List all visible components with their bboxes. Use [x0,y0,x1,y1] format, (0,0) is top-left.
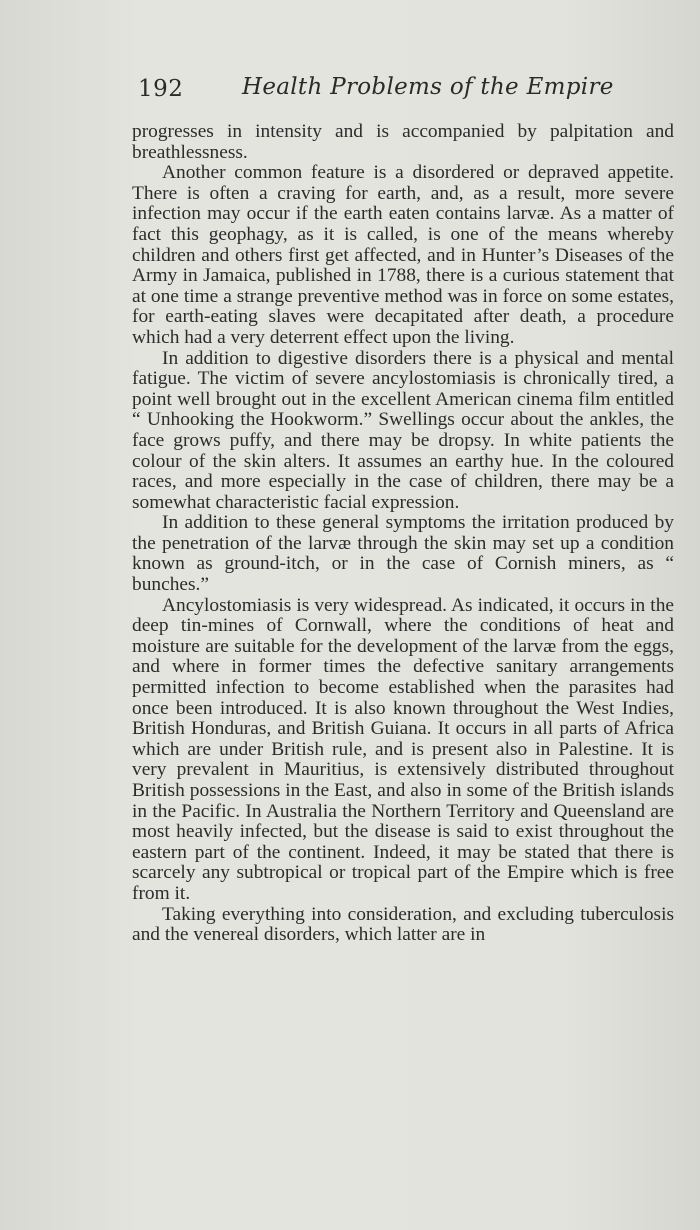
paragraph-closing: Taking everything into consideration, and excluding tuberculosis and the venereal disorders, which latter are in [132,903,674,946]
body-text [132,122,674,946]
page-header [138,74,614,114]
paragraph-continued: progresses in intensity and is accompanied by palpitation and breathlessness. [132,121,674,163]
paragraph-distribution: Ancylostomiasis is very widespread. As indicated, it occurs in the deep tin-mines of Cornwall, where the conditions of heat and moisture are suitable for the development of the larvæ from the eggs, and where in former times the defective sanitary arrangements permitted infection to become established when the parasites had once been introduced. It is also known throughout the West Indies, British Honduras, and British Guiana. It occurs in all parts of Africa which are under British rule, and is present also in Palestine. It is very prevalent in Mauritius, is extensively distributed throughout British possessions in the East, and also in some of the British islands in the Pacific. In Australia the Northern Territory and Queensland are most heavily infected, but the disease is said to exist throughout the eastern part of the continent. Indeed, it may be stated that there is scarcely any subtropical or tropical part of the Empire which is free from it. [132,594,674,904]
page-number: 192 [138,76,184,102]
paragraph-ground-itch: In addition to these general symptoms the irritation produced by the penetration of the larvæ through the skin may set up a condition known as ground-itch, or in the case of Cornish miners, as “ bunches.” [132,512,674,596]
paragraph-appetite: Another common feature is a disordered or depraved appetite. There is often a craving for earth, and, as a result, more severe infection may occur if the earth eaten contains larvæ. As a matter of fact this geophagy, as it is called, is one of the means whereby children and others first get affected, and in Hunter’s Diseases of the Army in Jamaica, published in 1788, there is a curious statement that at one time a strange preventive method was in force on some estates, for earth-eating slaves were decapitated after death, a procedure which had a very deterrent effect upon the living. [132,162,674,348]
paragraph-fatigue: In addition to digestive disorders there is a physical and mental fatigue. The victim of severe ancylostomiasis is chronically tired, a point well brought out in the excellent American cinema film entitled “ Unhooking the Hookworm.” Swellings occur about the ankles, the face grows puffy, and there may be dropsy. In white patients the colour of the skin alters. It assumes an earthy hue. In the coloured races, and more especially in the case of children, there may be a somewhat characteristic facial expression. [132,347,674,513]
running-title: Health Problems of the Empire [242,74,614,100]
